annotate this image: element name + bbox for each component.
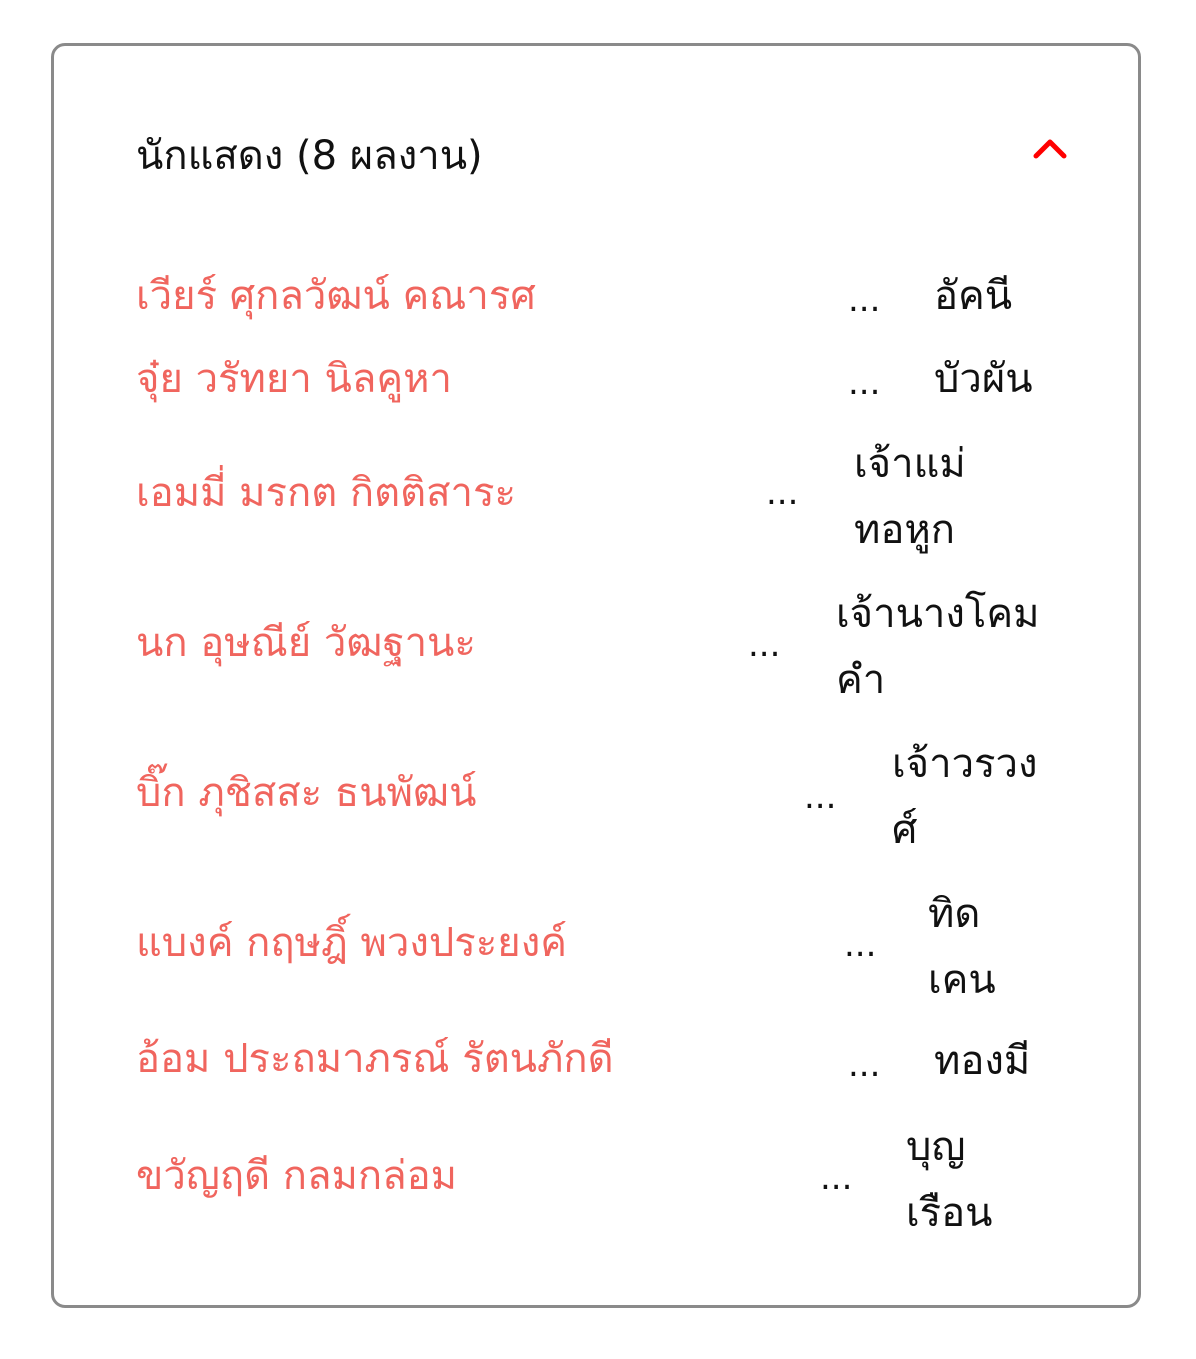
cast-row [54,581,1138,716]
cast-row [54,431,1138,566]
cast-panel-header[interactable] [54,46,1138,266]
separator-dots: ... [844,925,877,965]
actor-link[interactable]: ขวัญฤดี กลมกล่อม [136,1153,458,1199]
cast-row [54,349,1138,409]
actor-link[interactable]: แบงค์ กฤษฎิ์ พวงประยงค์ [136,920,567,966]
actor-link[interactable]: จุ๋ย วรัทยา นิลคูหา [136,356,452,402]
cast-panel [51,43,1141,1308]
separator-dots: ... [848,1045,881,1085]
cast-panel-title: นักแสดง (8 ผลงาน) [136,133,483,179]
collapse-button[interactable] [1020,124,1080,174]
separator-dots: ... [748,625,781,665]
separator-dots: ... [766,473,799,513]
role-name: ทิด เคน [928,891,996,1003]
role-name: เจ้าวรวง ศ์ [892,741,1038,853]
cast-row [54,881,1138,1016]
separator-dots: ... [848,280,881,320]
actor-link[interactable]: นก อุษณีย์ วัฒฐานะ [136,620,476,666]
separator-dots: ... [804,777,837,817]
cast-row [54,266,1138,326]
separator-dots: ... [820,1158,853,1198]
cast-row [54,1031,1138,1091]
role-name: เจ้านางโคม คำ [836,591,1040,703]
role-name: อัคนี [934,273,1013,319]
role-name: เจ้าแม่ ทอหูก [854,441,966,553]
actor-link[interactable]: เอมมี่ มรกต กิตติสาระ [136,470,516,516]
separator-dots: ... [848,363,881,403]
role-name: บุญ เรือน [906,1124,993,1236]
role-name: บัวผัน [934,356,1033,402]
cast-row [54,731,1138,866]
actor-link[interactable]: เวียร์ ศุกลวัฒน์ คณารศ [136,273,536,319]
actor-link[interactable]: บิ๊ก ภุชิสสะ ธนพัฒน์ [136,770,477,816]
chevron-up-icon [1032,136,1068,160]
role-name: ทองมี [934,1038,1031,1084]
cast-row [54,1114,1138,1249]
actor-link[interactable]: อ้อม ประถมาภรณ์ รัตนภักดี [136,1036,614,1082]
